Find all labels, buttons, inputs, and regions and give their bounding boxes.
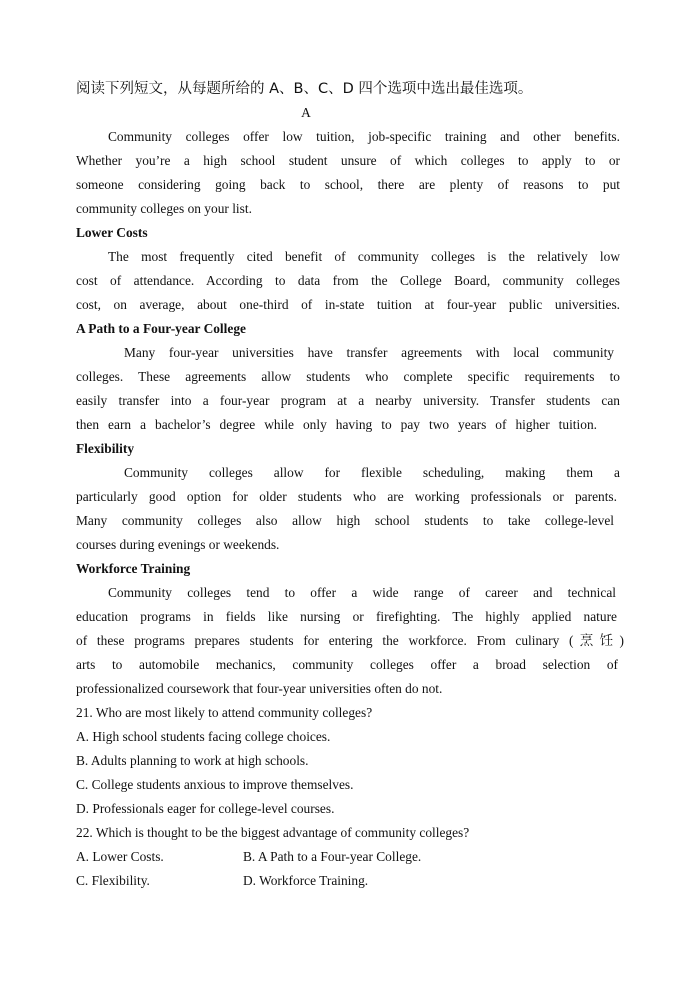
section-heading-lower-costs: Lower Costs [76,225,148,240]
passage-label: A [301,105,311,120]
question-22-stem: 22. Which is thought to be the biggest advantage of community colleges? [76,825,470,840]
intro-line-3: someone considering going back to school, there are plenty of reasons to put [76,177,620,192]
workforce-line-2: education programs in fields like nursing or firefighting. The highly applied nature [76,609,617,624]
workforce-line-3: of these programs prepares students for entering the workforce. From culinary (烹饪) [76,633,624,648]
path-line-1: Many four-year universities have transfer agreements with local community [124,345,614,360]
lower-costs-line-1: The most frequently cited benefit of community colleges is the relatively low [108,249,620,264]
path-line-3: easily transfer into a four-year program at a nearby university. Transfer students can [76,393,620,408]
lower-costs-line-3: cost, on average, about one-third of in-state tuition at four-year public universities. [76,297,620,312]
question-21-option-c: C. College students anxious to improve themselves. [76,777,354,792]
flexibility-line-2: particularly good option for older students who are working professionals or parents. [76,489,617,504]
question-21-option-a: A. High school students facing college choices. [76,729,331,744]
section-heading-workforce: Workforce Training [76,561,191,576]
lower-costs-line-2: cost of attendance. According to data from the College Board, community colleges [76,273,620,288]
intro-line-4: community colleges on your list. [76,201,252,216]
question-21-option-d: D. Professionals eager for college-level courses. [76,801,335,816]
path-line-2: colleges. These agreements allow students who complete specific requirements to [76,369,620,384]
workforce-line-4: arts to automobile mechanics, community colleges offer a broad selection of [76,657,618,672]
section-heading-flexibility: Flexibility [76,441,135,456]
instruction-text: 阅读下列短文，从每题所给的 A、B、C、D 四个选项中选出最佳选项。 [76,81,533,97]
intro-line-1: Community colleges offer low tuition, job-specific training and other benefits. [108,129,620,144]
workforce-line-5: professionalized coursework that four-year universities often do not. [76,681,443,696]
flexibility-line-4: courses during evenings or weekends. [76,537,280,552]
question-21-stem: 21. Who are most likely to attend community colleges? [76,705,373,720]
question-22-option-a: A. Lower Costs. [76,849,164,864]
flexibility-line-1: Community colleges allow for flexible scheduling, making them a [124,465,620,480]
workforce-line-1: Community colleges tend to offer a wide range of career and technical [108,585,616,600]
section-heading-path: A Path to a Four-year College [76,321,246,336]
flexibility-line-3: Many community colleges also allow high school students to take college-level [76,513,614,528]
question-21-option-b: B. Adults planning to work at high schools. [76,753,309,768]
question-22-option-b: B. A Path to a Four-year College. [243,849,422,864]
intro-line-2: Whether you’re a high school student unsure of which colleges to apply to or [76,153,620,168]
question-22-option-c: C. Flexibility. [76,873,150,888]
path-line-4: then earn a bachelor’s degree while only having to pay two years of higher tuition. [76,417,597,432]
question-22-option-d: D. Workforce Training. [243,873,369,888]
